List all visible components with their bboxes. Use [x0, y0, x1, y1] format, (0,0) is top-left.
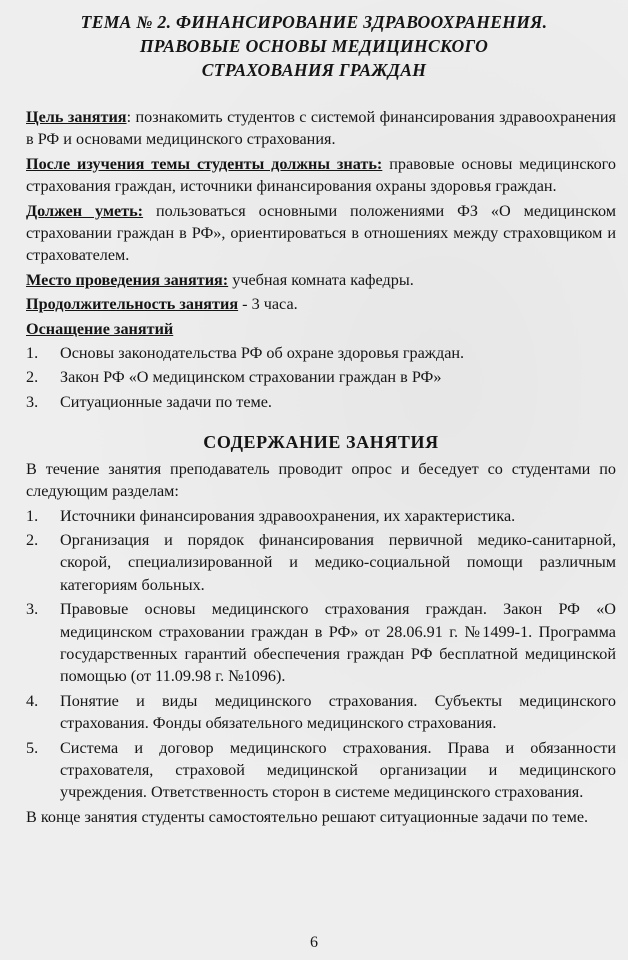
list-item-number: 4. — [26, 691, 39, 710]
equipment-list — [26, 342, 616, 413]
list-item-text: Закон РФ «О медицинском страховании граждан в РФ» — [60, 368, 442, 387]
content-outro: В конце занятия студенты самостоятельно решают ситуационные задачи по теме. — [26, 807, 589, 826]
goal-label: Цель занятия — [26, 108, 127, 126]
list-item-text: Система и договор медицинского страхования. Права и обязанности страхователя, страховой медицинской организации и медицинского учреждения. Ответственность сторон в системе медицинского страхования. — [60, 738, 616, 802]
able-text: пользоваться основными положениями ФЗ «О медицинском страховании граждан в РФ», ориентироваться в отношениях между страховщиком и страхователем. — [26, 201, 616, 265]
list-item-number: 2. — [26, 530, 39, 549]
content-intro: В течение занятия преподаватель проводит опрос и беседует со студентами по следующим разделам: — [26, 459, 616, 501]
place-paragraph — [26, 269, 616, 291]
title-line-3: СТРАХОВАНИЯ ГРАЖДАН — [201, 60, 427, 80]
list-item-number: 2. — [26, 368, 39, 387]
list-item-text: Источники финансирования здравоохранения, их характеристика. — [60, 506, 516, 525]
list-item-number: 3. — [26, 392, 39, 411]
list-item — [26, 690, 616, 735]
list-item — [26, 737, 616, 804]
list-item-text: Ситуационные задачи по теме. — [60, 392, 272, 411]
list-item — [26, 366, 616, 388]
page-number: 6 — [310, 934, 318, 951]
duration-label: Продолжительность занятия — [26, 295, 239, 314]
list-item — [26, 342, 616, 364]
title-line-1: ТЕМА № 2. ФИНАНСИРОВАНИЕ ЗДРАВООХРАНЕНИЯ. — [80, 12, 548, 32]
list-item-text: Основы законодательства РФ об охране здоровья граждан. — [60, 344, 465, 363]
know-label: После изучения темы студенты должны знать: — [26, 154, 383, 173]
list-item-text: Правовые основы медицинского страхования граждан. Закон РФ «О медицинском страховании граждан в РФ» от 28.06.91 г. №1499-1. Программа государственных гарантий обеспечения граждан РФ бесплатной медицинской помощью (от 11.09.98 г. №1096). — [60, 600, 616, 686]
list-item — [26, 391, 616, 413]
list-item-text: Понятие и виды медицинского страхования. Субъекты медицинского страхования. Фонды обязательного медицинского страхования. — [60, 691, 616, 733]
goal-text: : познакомить студентов с системой финансирования здравоохранения в РФ и основами медицинского страхования. — [26, 108, 616, 149]
content-heading: СОДЕРЖАНИЕ ЗАНЯТИЯ — [203, 432, 439, 453]
duration-paragraph — [26, 293, 616, 315]
place-label: Место проведения занятия: — [26, 270, 229, 289]
list-item-number: 1. — [26, 344, 39, 363]
equipment-label: Оснащение занятий — [26, 319, 174, 338]
able-label: Должен уметь: — [26, 201, 144, 220]
list-item-number: 5. — [26, 738, 39, 757]
title-line-2: ПРАВОВЫЕ ОСНОВЫ МЕДИЦИНСКОГО — [139, 36, 489, 56]
able-paragraph — [26, 200, 616, 267]
list-item-text: Организация и порядок финансирования первичной медико-санитарной, скорой, специализированной и медико-социальной помощи различным категориям больных. — [60, 530, 616, 594]
goal-paragraph — [26, 106, 616, 151]
list-item — [26, 529, 616, 596]
content-list — [26, 505, 616, 804]
know-text: правовые основы медицинского страхования граждан, источники финансирования охраны здоровья граждан. — [26, 154, 617, 196]
equipment-heading — [26, 318, 616, 340]
list-item — [26, 598, 616, 688]
place-text: учебная комната кафедры. — [228, 270, 414, 289]
list-item — [26, 505, 616, 527]
page-title — [0, 10, 628, 82]
document-body — [26, 106, 616, 830]
list-item-number: 1. — [26, 506, 39, 525]
duration-text: - 3 часа. — [238, 295, 298, 314]
list-item-number: 3. — [26, 600, 39, 619]
know-paragraph — [26, 153, 616, 198]
